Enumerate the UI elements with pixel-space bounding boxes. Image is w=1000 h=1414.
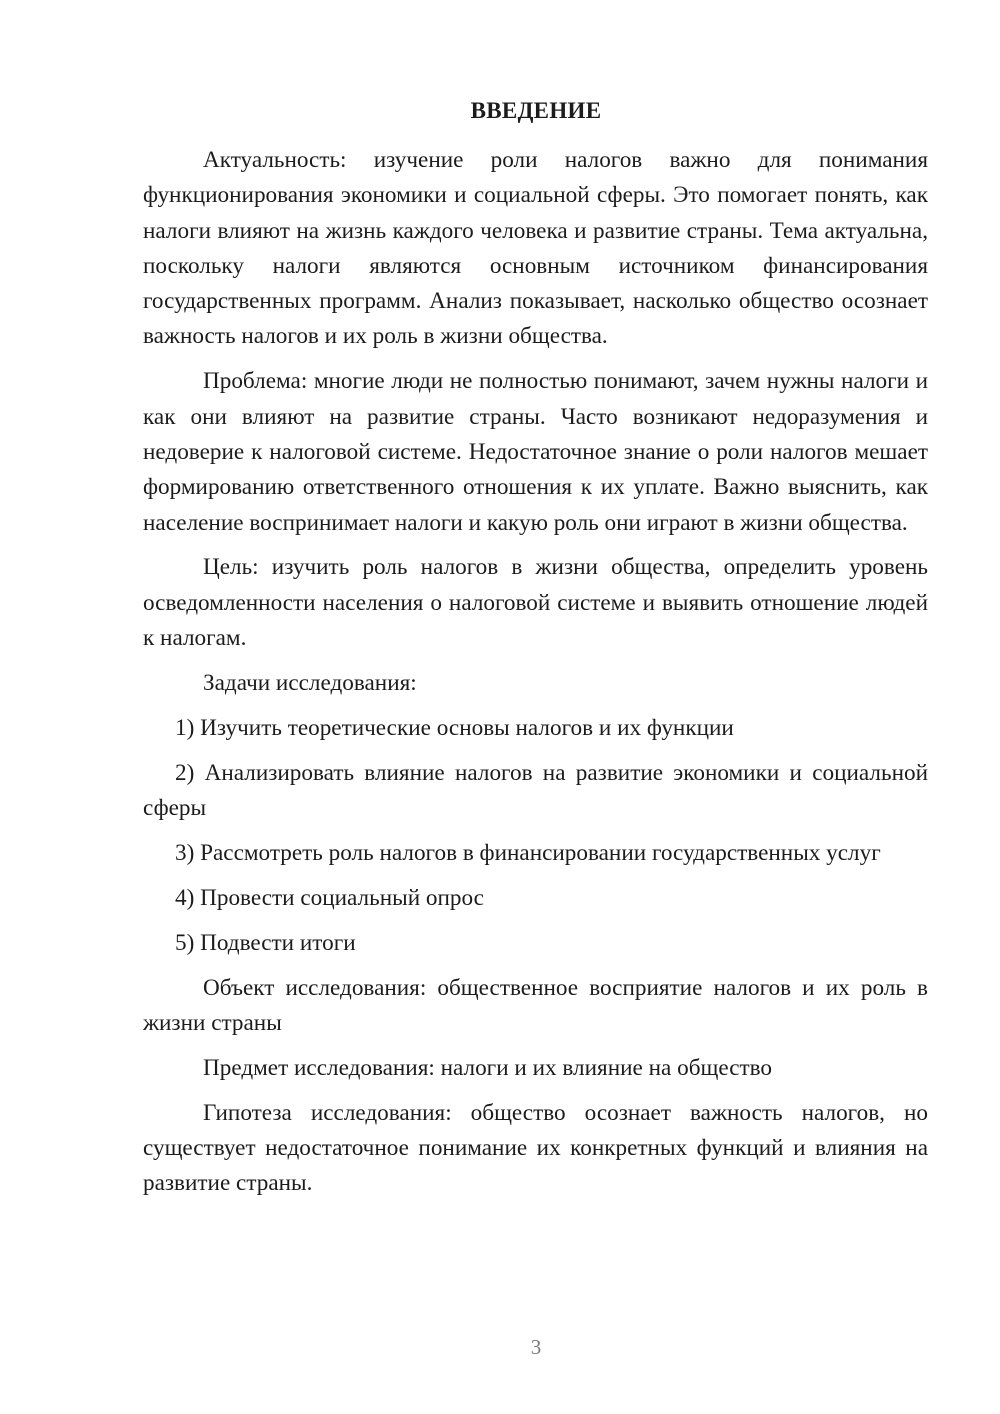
problem-paragraph: Проблема: многие люди не полностью понимают, зачем нужны налоги и как они влияют на развитие страны. Часто возникают недоразумения и недоверие к налоговой системе. Недостаточное знание о роли налогов мешает формированию ответственного отношения к их уплате. Важно выяснить, как население воспринимает налоги и какую роль они играют в жизни общества. <box>143 368 928 536</box>
relevance-paragraph: Актуальность: изучение роли налогов важно для понимания функционирования экономики и социальной сферы. Это помогает понять, как налоги влияют на жизнь каждого человека и развитие страны. Тема актуальна, поскольку налоги являются основным источником финансирования государственных программ. Анализ показывает, насколько общество осознает важность налогов и их роль в жизни общества. <box>143 147 928 350</box>
subject-paragraph: Предмет исследования: налоги и их влияние на общество <box>203 1054 773 1081</box>
body-text <box>143 143 928 1211</box>
task-item-3: 3) Рассмотреть роль налогов в финансировании государственных услуг <box>175 839 881 866</box>
tasks-heading: Задачи исследования: <box>203 669 417 696</box>
object-paragraph: Объект исследования: общественное восприятие налогов и их роль в жизни страны <box>143 974 928 1036</box>
page-number: 3 <box>530 1335 542 1359</box>
hypothesis-paragraph: Гипотеза исследования: общество осознает важность налогов, но существует недостаточное понимание их конкретных функций и влияния на развитие страны. <box>143 1099 928 1197</box>
task-item-4: 4) Провести социальный опрос <box>175 884 484 911</box>
page-title: ВВЕДЕНИЕ <box>470 98 602 123</box>
goal-paragraph: Цель: изучить роль налогов в жизни общества, определить уровень осведомленности населения о налоговой системе и выявить отношение людей к налогам. <box>143 554 928 652</box>
task-item-5: 5) Подвести итоги <box>175 929 356 956</box>
task-item-1: 1) Изучить теоретические основы налогов и их функции <box>175 714 734 741</box>
task-item-2: 2) Анализировать влияние налогов на развитие экономики и социальной сферы <box>143 759 928 822</box>
